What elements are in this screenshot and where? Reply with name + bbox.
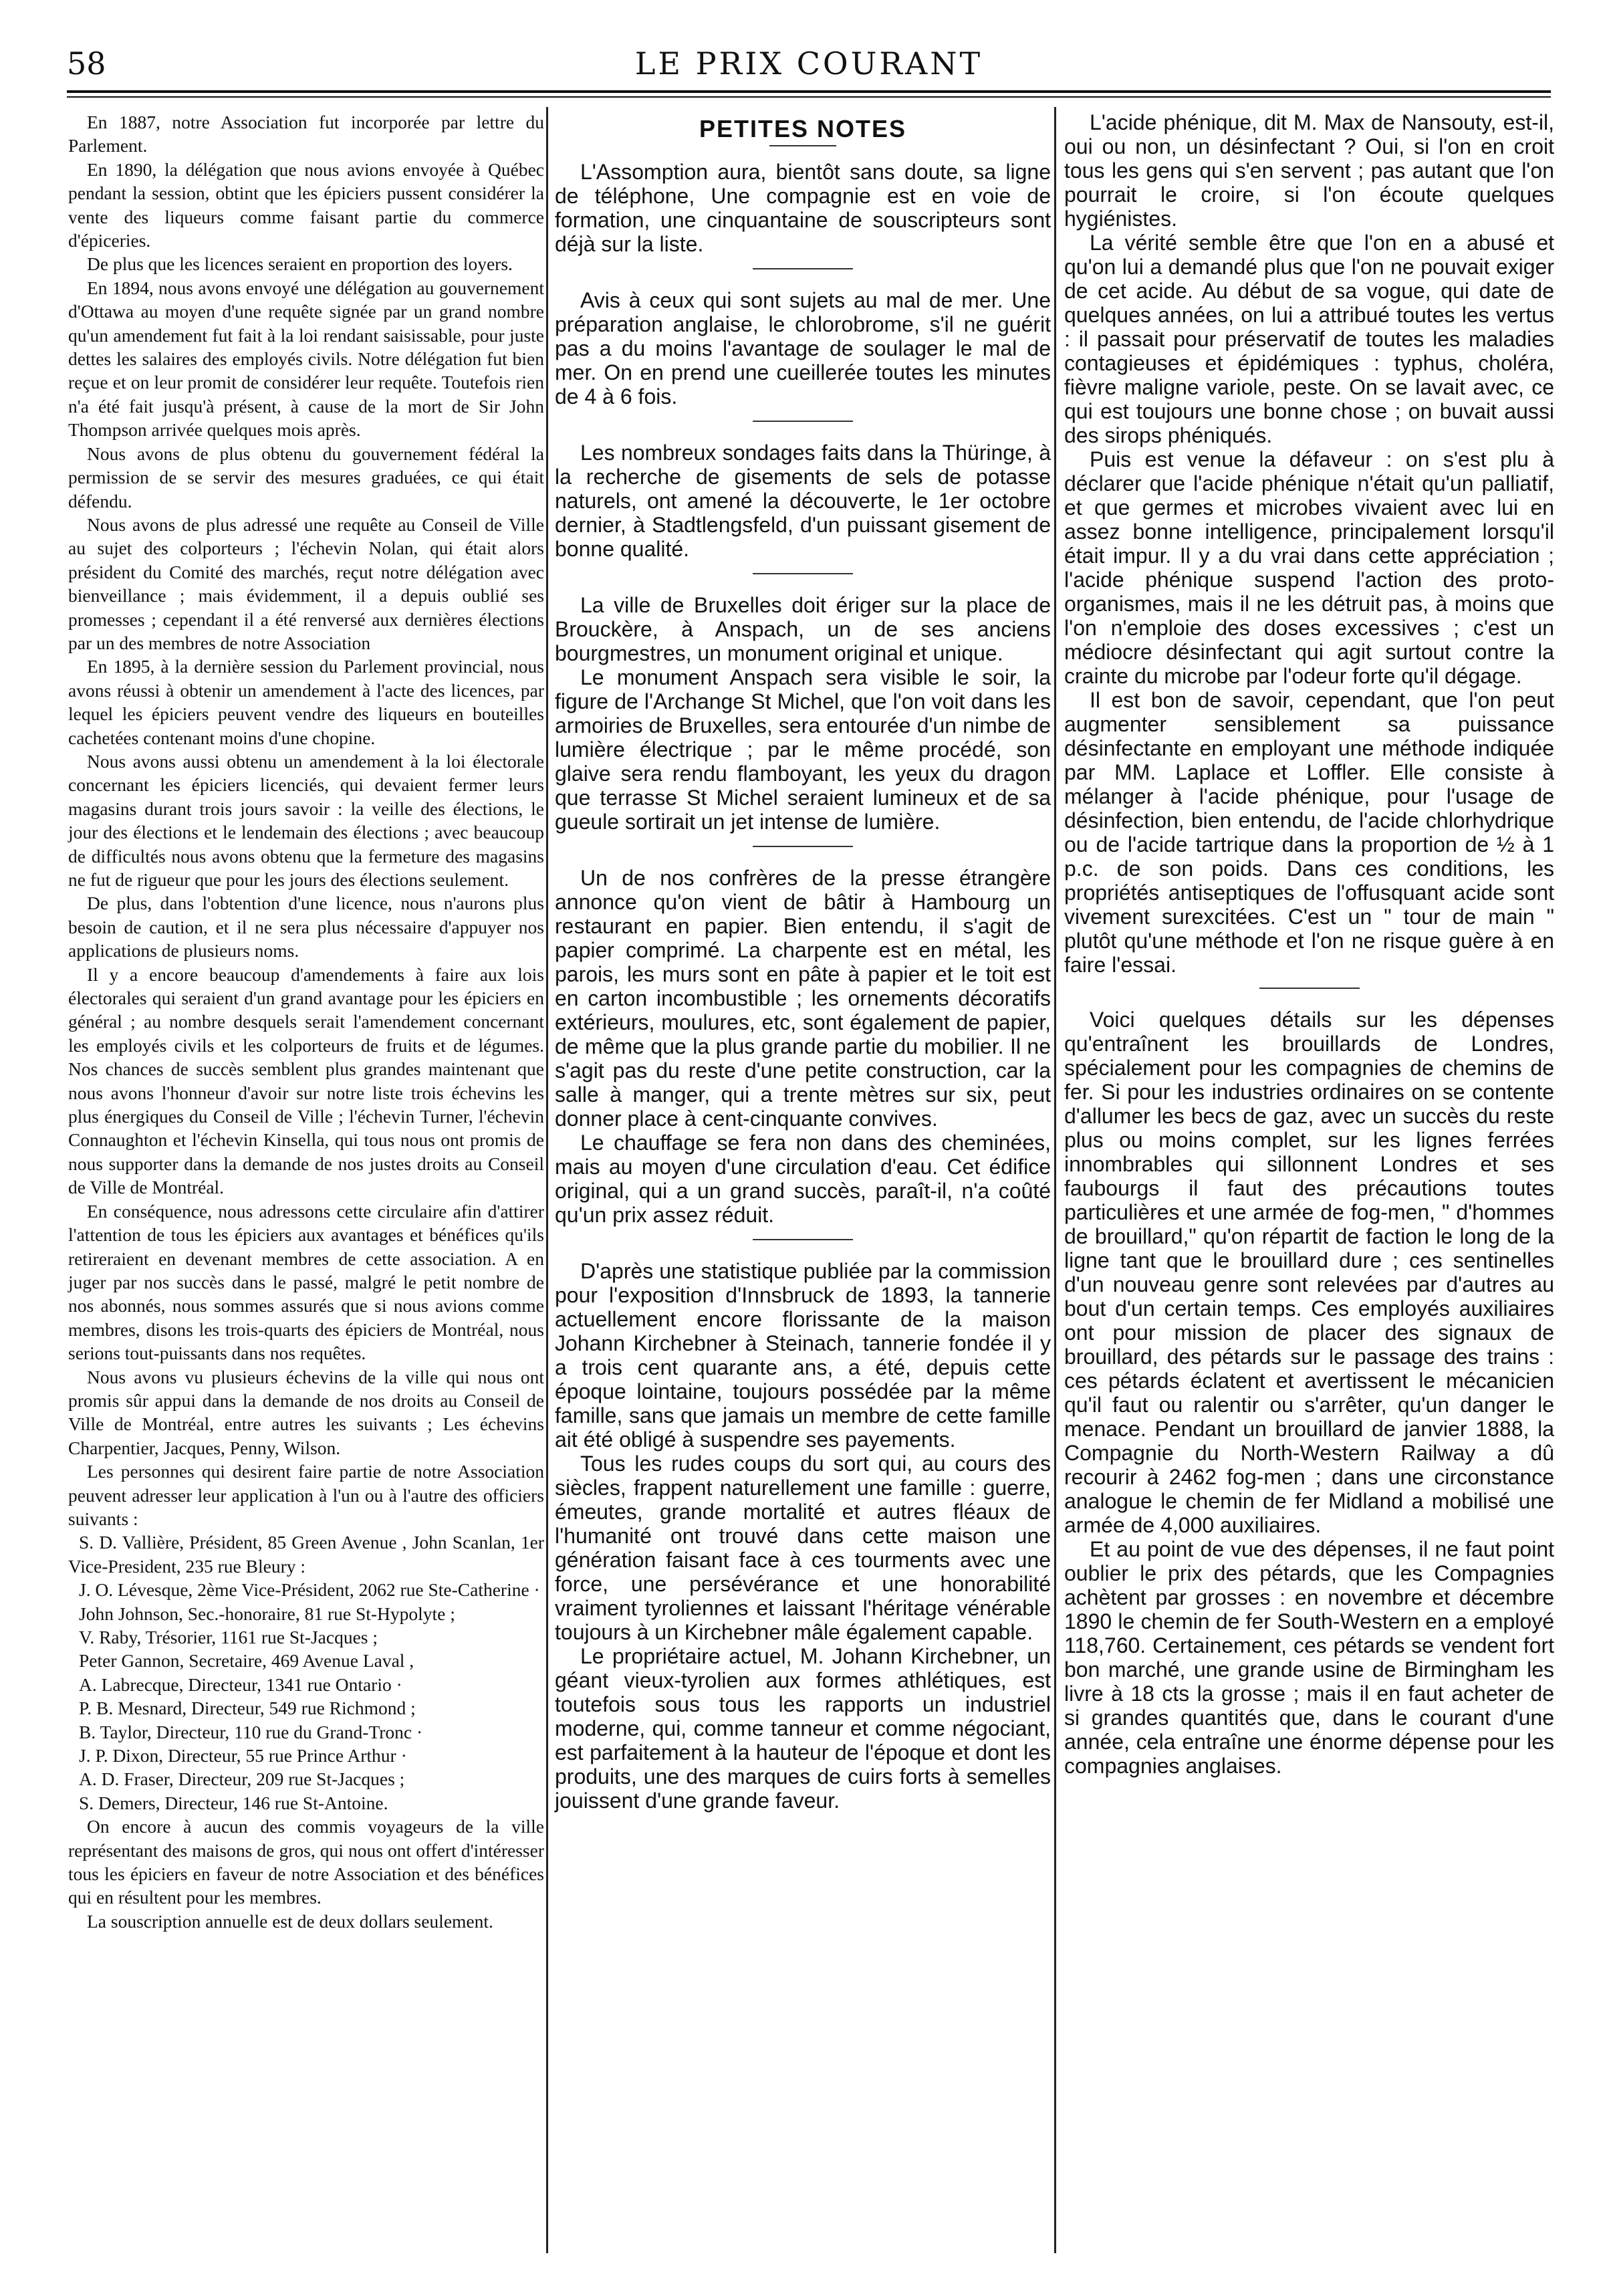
page-header xyxy=(67,40,1551,87)
note-text: Le propriétaire actuel, M. Johann Kirchebner, un géant vieux-tyrolien aux formes athlétiques, est toutefois sous tous les rapports un industriel moderne, qui, comme tanneur et comme négociant, est parfaitement à la hauteur de l'époque et dont les produits, une des marques de cuirs forts à semelles jouissent d'une grande faveur. xyxy=(555,1644,1051,1813)
officer-entry: S. Demers, Directeur, 146 rue St-Antoine. xyxy=(79,1792,388,1813)
note-text: Et au point de vue des dépenses, il ne faut point oublier le prix des pétards, que les Compagnies achètent par grosses : en novembre et décembre 1890 le chemin de fer South-Western en a employé 118,760. Certainement, ces pétards se vendent fort bon marché, une grande usine de Birmingham les livre à 18 cts la grosse ; mais il en faut acheter de si grandes quantités que, dans le courant d'une année, cela entraîne une énorme dépense pour les compagnies anglaises. xyxy=(1064,1537,1554,1778)
note xyxy=(555,160,1051,256)
note-separator xyxy=(753,421,853,422)
note xyxy=(555,593,1051,834)
officer-entry: V. Raby, Trésorier, 1161 rue St-Jacques ; xyxy=(79,1627,378,1647)
note-text: Un de nos confrères de la presse étrangère annonce qu'on vient de bâtir à Hambourg un restaurant en papier. Bien entendu, il s'agit de papier comprimé. La charpente est en métal, les parois, les murs sont en pâte à papier et le toit est en carton incombustible ; les ornements décoratifs extérieurs, moulures, etc, sont également de papier, de même que la plus grande partie du mobilier. Il ne s'agit pas du reste d'une petite construction, car la salle à manger, qui a trente mètres sur six, peut donner place à cent-cinquante convives. xyxy=(555,866,1051,1131)
note-text: L'Assomption aura, bientôt sans doute, sa ligne de téléphone, Une compagnie est en voie de formation, une cinquantaine de souscripteurs sont déjà sur la liste. xyxy=(555,160,1051,256)
page-title: LE PRIX COURANT xyxy=(634,45,983,82)
paragraph: En 1887, notre Association fut incorporée par lettre du Parlement. xyxy=(68,112,544,156)
note xyxy=(555,1259,1051,1813)
note-text: Le monument Anspach sera visible le soir, la figure de l'Archange St Michel, que l'on voit dans les armoiries de Bruxelles, sera entourée d'un nimbe de lumière électrique ; par le même procédé, son glaive sera rendu flamboyant, les yeux du dragon que terrasse St Michel seraient lumineux et de sa gueule sortirait un jet intense de lumière. xyxy=(555,665,1051,834)
officer-entry: P. B. Mesnard, Directeur, 549 rue Richmond ; xyxy=(79,1698,416,1719)
note-text: Les nombreux sondages faits dans la Thüringe, à la recherche de gisements de sels de potasse naturels, ont amené la découverte, le 1er octobre dernier, à Stadtlengsfeld, d'un puissant gisement de bonne qualité. xyxy=(555,441,1051,561)
note-text: Avis à ceux qui sont sujets au mal de mer. Une préparation anglaise, le chlorobrome, s'il ne guérit pas a du moins l'avantage de soulager le mal de mer. On en prend une cueillerée toutes les minutes de 4 à 6 fois. xyxy=(555,288,1051,409)
column-divider xyxy=(1054,107,1056,2253)
paragraph: Les personnes qui desirent faire partie de notre Association peuvent adresser leur application à l'un ou à l'autre des officiers suivants : xyxy=(68,1461,544,1529)
officer-entry: S. D. Vallière, Président, 85 Green Avenue , John Scanlan, 1er Vice-President, 235 rue Bleury : xyxy=(68,1532,544,1577)
paragraph: En conséquence, nous adressons cette circulaire afin d'attirer l'attention de tous les épiciers aux avantages et bénéfices qu'ils retireraient en devenant membres de cette association. A en juger par nos succès dans le passé, malgré le petit nombre de nos abonnés, nous sommes assurés que si nous avions comme membres, disons les trois-quarts des épiciers de Montréal, nous serions tout-puissants dans nos requêtes. xyxy=(68,1200,544,1364)
note-separator xyxy=(753,1239,853,1240)
note xyxy=(555,441,1051,561)
paragraph: De plus que les licences seraient en proportion des loyers. xyxy=(87,253,513,275)
note-text: La vérité semble être que l'on en a abusé et qu'on lui a demandé plus que l'on ne pouvait exiger de cet acide. Au début de sa vogue, qui date de quelques années, on lui a attribué toutes les vertus : il passait pour préservatif de toutes les maladies contagieuses et épidémiques : typhus, choléra, fièvre maligne variole, peste. On se lavait avec, ce qui est toujours une bonne chose ; on buvait aussi des sirops phéniqués. xyxy=(1064,231,1554,447)
note-separator xyxy=(753,846,853,847)
paragraph: Il y a encore beaucoup d'amendements à faire aux lois électorales qui seraient d'un grand avantage pour les épiciers en général ; au nombre desquels serait l'amendement concernant les employés civils et les colporteurs de fruits et de légumes. Nos chances de succès semblent plus grandes maintenant que nous avons l'honneur d'avoir sur notre liste trois échevins les plus énergiques du Conseil de Ville ; l'échevin Turner, l'échevin Connaughton et l'échevin Kinsella, qui tous nous ont promis de nous supporter dans la demande de nos justes droits au Conseil de Ville de Montréal. xyxy=(68,963,544,1198)
paragraph: Nous avons de plus adressé une requête au Conseil de Ville au sujet des colporteurs ; l'échevin Nolan, qui était alors président du Comité des marchés, reçut notre délégation avec bienveillance ; mais évidemment, il a depuis oublié ses promesses ; cependant il a été renversé aux dernières élections par un des membres de notre Association xyxy=(68,513,544,653)
officer-entry: J. O. Lévesque, 2ème Vice-Président, 2062 rue Ste-Catherine · xyxy=(79,1579,540,1601)
note-separator xyxy=(1259,988,1360,989)
note-separator xyxy=(753,268,853,269)
paragraph: Nous avons vu plusieurs échevins de la ville qui nous ont promis sûr appui dans la demande de nos droits au Conseil de Ville de Montréal, entre autres les suivants ; Les échevins Charpentier, Jacques, Penny, Wilson. xyxy=(68,1366,544,1458)
note xyxy=(555,288,1051,409)
paragraph: En 1894, nous avons envoyé une délégation au gouvernement d'Ottawa au moyen d'une requête signée par un grand nombre qu'un amendement fut fait à la loi rendant saisissable, pour juste dettes les salaires des employés civils. Notre délégation fut bien reçue et on leur promit de considérer leur requête. Toutefois rien n'a été fait jusqu'à présent, à cause de la mort de Sir John Thompson arrivée quelques mois après. xyxy=(68,277,544,441)
column-notes-continued xyxy=(1064,110,1554,1789)
paragraph: La souscription annuelle est de deux dollars seulement. xyxy=(87,1910,493,1932)
paragraph: En 1895, à la dernière session du Parlement provincial, nous avons réussi à obtenir un amendement à l'acte des licences, par lequel les épiciers peuvent vendre des liqueurs en bouteilles cachetées contenant moins d'une chopine. xyxy=(68,656,544,748)
header-rule-thin xyxy=(67,96,1551,98)
header-rule xyxy=(67,90,1551,93)
paragraph: De plus, dans l'obtention d'une licence, nous n'aurons plus besoin de caution, et il ne sera plus nécessaire d'appuyer nos applications de plusieurs noms. xyxy=(68,893,544,961)
paragraph: En 1890, la délégation que nous avions envoyée à Québec pendant la session, obtint que les épiciers pussent considérer la vente des liqueurs comme faisant partie du commerce d'épiceries. xyxy=(68,158,544,251)
note-text: Il est bon de savoir, cependant, que l'on peut augmenter sensiblement sa puissance désinfectante en employant une méthode indiquée par MM. Laplace et Loffler. Elle consiste à mélanger à l'acide phénique, pour l'usage de désinfection, bien entendu, de l'acide chlorhydrique ou de l'acide tartrique dans la proportion de ½ à 1 p.c. de son poids. Dans ces conditions, les propriétés antiseptiques de l'offusquant acide sont vivement surexcitées. C'est un " tour de main " plutôt qu'une méthode et l'on ne risque guère à en faire l'essai. xyxy=(1064,688,1554,977)
officer-entry: Peter Gannon, Secretaire, 469 Avenue Laval , xyxy=(79,1650,414,1672)
note xyxy=(1064,1008,1554,1778)
officer-entry: A. D. Fraser, Directeur, 209 rue St-Jacques ; xyxy=(79,1768,405,1790)
paragraph: Nous avons aussi obtenu un amendement à la loi électorale concernant les épiciers licenciés, qui devaient fermer leurs magasins durant trois jours savoir : la veille des élections, le jour des élections et le lendemain des élections ; avec beaucoup de difficultés nous avons obtenu que la fermeture des magasins ne fut de rigueur que pour les jours des élections seulement. xyxy=(68,750,544,890)
paragraph: On encore à aucun des commis voyageurs de la ville représentant des maisons de gros, qui nous ont offert d'intéresser tous les épiciers en faveur de notre Association et des bénéfices qui en résultent pour les membres. xyxy=(68,1816,544,1908)
officer-entry: J. P. Dixon, Directeur, 55 rue Prince Arthur · xyxy=(79,1745,407,1766)
note-text: Voici quelques détails sur les dépenses qu'entraînent les brouillards de Londres, spécialement pour les compagnies de chemins de fer. Si pour les industries ordinaires on se contente d'allumer les becs de gaz, avec un succès du reste plus ou moins complet, sur les lignes ferrées innombrables qui sillonnent Londres et ses faubourgs il faut des précautions toutes particulières et une armée de fog-men, " d'hommes de brouillard," qu'on répartit de faction le long de la ligne tant que le brouillard dure ; ces sentinelles d'un nouveau genre sont relevées par d'autres au bout d'un certain temps. Ces employés auxiliaires ont pour mission de placer des signaux de brouillard, des pétards sur le passage des trains : ces pétards éclatent et avertissent le mécanicien qu'il faut ou ralentir ou s'arrêter, qu'un danger le menace. Pendant un brouillard de janvier 1888, la Compagnie du North-Western Railway a dû recourir à 2462 fog-men ; dans une circonstance analogue le chemin de fer Midland a mobilisé une armée de 4,000 auxiliaires. xyxy=(1064,1008,1554,1537)
note-text: D'après une statistique publiée par la commission pour l'exposition d'Innsbruck de 1893, la tannerie actuellement encore florissante de la maison Johann Kirchebner à Steinach, tannerie fondée il y a trois cent quarante ans, a été, depuis cette époque lointaine, toujours possédée par la même famille, sans que jamais un membre de cette famille ait été obligé à suspendre ses payements. xyxy=(555,1259,1051,1452)
officer-entry: A. Labrecque, Directeur, 1341 rue Ontario · xyxy=(79,1674,402,1695)
officer-entry: John Johnson, Sec.-honoraire, 81 rue St-Hypolyte ; xyxy=(79,1603,455,1624)
note xyxy=(555,866,1051,1227)
column-petites-notes xyxy=(555,110,1051,1825)
note-separator xyxy=(753,573,853,574)
note-text: L'acide phénique, dit M. Max de Nansouty, est-il, oui ou non, un désinfectant ? Oui, si l'on en croit tous les gens qui s'en servent ; pas autant que l'on pourrait le croire, si l'on écoute quelques hygiénistes. xyxy=(1064,110,1554,231)
heading-rule xyxy=(769,145,836,146)
column-divider xyxy=(546,107,548,2253)
section-heading: PETITES NOTES xyxy=(699,115,907,142)
page-number: 58 xyxy=(67,45,106,82)
note-text: Puis est venue la défaveur : on s'est plu à déclarer que l'acide phénique n'était qu'un palliatif, et que germes et microbes vivaient avec lui en assez bonne intelligence, principalement lorsqu'il était impur. Il y a du vrai dans cette appréciation ; l'acide phénique suspend l'action des proto-organismes, mais il ne les détruit pas, à moins que l'on n'emploie des doses excessives ; c'est un médiocre désinfectant qui agit surtout contre la crainte du microbe par l'odeur forte qu'il dégage. xyxy=(1064,447,1554,688)
note xyxy=(1064,110,1554,977)
note-text: La ville de Bruxelles doit ériger sur la place de Brouckère, à Anspach, un de ses anciens bourgmestres, un monument original et unique. xyxy=(555,593,1051,665)
officer-entry: B. Taylor, Directeur, 110 rue du Grand-Tronc · xyxy=(79,1721,423,1742)
officers-list xyxy=(68,1530,544,1815)
column-association xyxy=(68,110,544,1933)
paragraph: Nous avons de plus obtenu du gouvernement fédéral la permission de se servir des mesures graduées, ce qui était défendu. xyxy=(68,443,544,511)
note-text: Tous les rudes coups du sort qui, au cours des siècles, frappent naturellement une famille : guerre, émeutes, grande mortalité et autres fléaux de l'humanité ont trouvé dans cette maison une génération faisant face à ces tourments avec une force, une persévérance et une honorabilité vraiment tyroliennes et laissant l'héritage vénérable toujours à un Kirchebner mâle également capable. xyxy=(555,1452,1051,1644)
note-text: Le chauffage se fera non dans des cheminées, mais au moyen d'une circulation d'eau. Cet édifice original, qui a un grand succès, paraît-il, n'a coûté qu'un prix assez réduit. xyxy=(555,1131,1051,1227)
